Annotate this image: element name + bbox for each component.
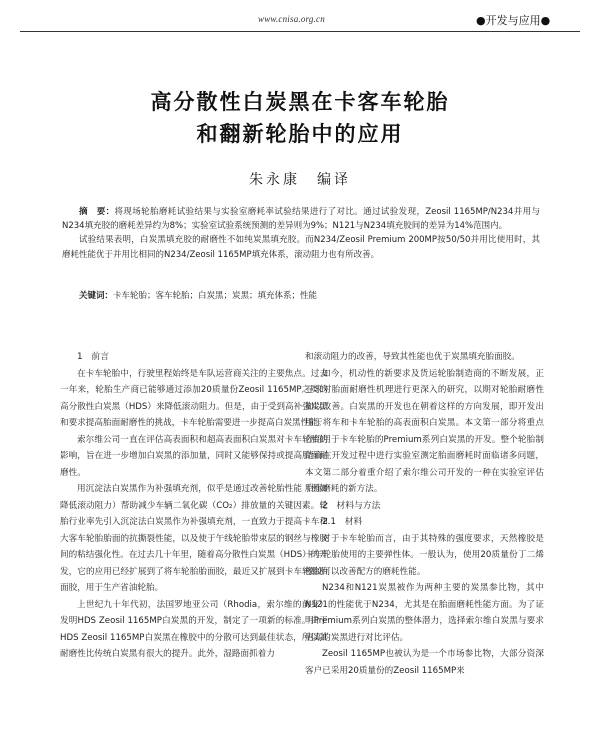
header-divider <box>20 31 580 32</box>
paragraph: 索尔维公司一直在评估高表面积和超高表面积白炭黑对卡车轮胎的影响，旨在进一步增加白炭黑的添加量，同时又能够保持或提高胎面耐磨性。 <box>60 434 328 478</box>
heading-introduction: 1 前言 <box>77 352 109 362</box>
journal-url: www.cnisa.org.cn <box>258 14 325 24</box>
paragraph: 在卡车轮胎中，行驶里程始终是车队运营商关注的主要焦点。过去一年来，轮胎生产商已能够通过添加20质量份Zeosil 1165MP之类的高分散性白炭黑（HDS）来降低滚动阻力。但是，由于受到高补强炭黑和要求提高胎面耐磨性的挑战，卡车轮胎需要进一步提高白炭黑性能。 <box>60 368 328 428</box>
article-title-line2: 和翻新轮胎中的应用 <box>196 121 404 146</box>
keywords-text: 卡车轮胎；客车轮胎；白炭黑；炭黑；填充体系；性能 <box>113 291 318 301</box>
keywords-label: 关键词： <box>79 291 114 301</box>
paragraph: 用沉淀法白炭黑作为补强填充剂，似乎是通过改善轮胎性能（例如降低滚动阻力）帮助减少车辆二氧化碳（CO₂）排放量的关键因素。轮胎行业率先引入沉淀法白炭黑作为补强填充剂，一直致力于提高卡车和大客车轮胎胎面的抗撕裂性能，以及使于午线轮胎带束层的钢丝与橡胶间的粘结强化性。在过去几十年里，随着高分散性白炭黑（HDS）的开发，它的应用已经扩展到了将车轮胎胎面胶，最近又扩展到卡车轮胎胎面胶，用于生产省油轮胎。 <box>60 484 328 593</box>
section-label: ●开发与应用● <box>476 14 551 27</box>
abstract-label: 摘 要： <box>79 207 115 217</box>
right-column <box>305 349 544 679</box>
paragraph: N234和N121炭黑被作为两种主要的炭黑参比物，其中N121的性能优于N234，尤其是在胎面磨耗性能方面。为了证明Premium系列白炭黑的整体潜力，选择索尔维白炭黑与要求更高的炭黑进行对比评估。 <box>305 583 544 643</box>
paragraph: Zeosil 1165MP也被认为是一个市场参比物，大部分资深客户已采用20质量份的Zeosil 1165MP来 <box>305 649 544 676</box>
page-header <box>0 0 600 40</box>
abstract-text-2: 试验结果表明，白炭黑填充胶的耐磨性不如纯炭黑填充胶。而N234/Zeosil Premium 200MP按50/50并用比使用时，其磨耗性能优于并用比相同的N234/Zeosil 1165MP填充体系，滚动阻力也有所改善。 <box>62 235 540 260</box>
paragraph: 对于卡车轮胎而言，由于其特殊的强度要求，天然橡胶是卡车轮胎使用的主要弹性体。一般认为，使用20质量份丁二烯橡胶可以改善配方的磨耗性能。 <box>305 533 544 577</box>
left-column <box>60 349 328 663</box>
heading-methods: 2 材料与方法 <box>322 500 381 511</box>
paragraph: 和滚动阻力的改善，导致其性能也优于炭黑填充胎面胶。 <box>305 352 520 362</box>
article-title-line1: 高分散性白炭黑在卡客车轮胎 <box>150 89 450 114</box>
heading-materials: 2.1 材料 <box>322 517 363 527</box>
keywords <box>79 289 539 303</box>
abstract-text: 将现场轮胎磨耗试验结果与实验室磨耗率试验结果进行了对比。通过试验发现，Zeosil 1165MP/N234并用与N234填充胶的磨耗差异约为8%；实验室试验系统预测的差异则为9%；N121与N234填充胶间的差异为14%范围内。 <box>62 207 540 232</box>
author-line: 朱永康 编译 <box>249 172 351 188</box>
paragraph: 上世纪九十年代初，法国罗地亚公司（Rhodia，索尔维的前身）发明HDS Zeosil 1165MP白炭黑的开发，制定了一项新的标准。由于HDS Zeosil 1165MP白炭黑在橡胶中的分散可达到最佳状态，所以其耐磨性比传统白炭黑有很大的提升。此外，湿路面抓着力 <box>60 599 328 659</box>
abstract <box>62 205 540 262</box>
paragraph: 如今，机动性的新要求及货运轮胎制造商的不断发展，正寻求对胎面耐磨性机理进行更深入的研究，以期对轮胎耐磨性加以改善。白炭黑的开发也在朝着这样的方向发展，即开发出用于将车和卡车轮胎的高表面积白炭黑。本文第一部分将重点介绍用于卡车轮胎的Premium系列白炭黑的开发。整个轮胎制造商在开发过程中进行实验室测定胎面磨耗时面临诸多问题，本文第二部分着重介绍了索尔维公司开发的一种在实验室评估胎面磨耗的新方法。 <box>305 368 544 494</box>
